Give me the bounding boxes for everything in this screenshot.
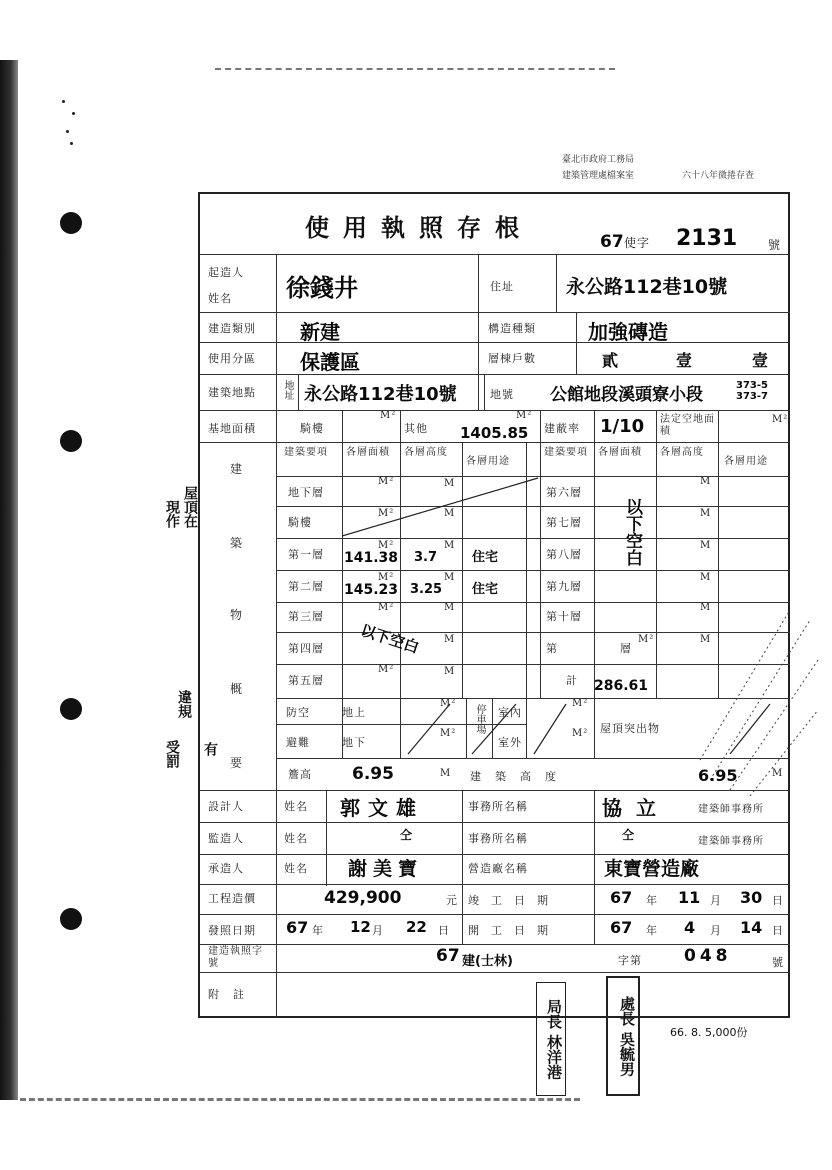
unit-m: M [772,768,784,779]
permit-suffix: 號 [768,238,782,252]
cost-unit: 元 [446,894,458,907]
contractor-label: 承造人 [208,862,244,875]
rule [656,410,657,442]
rule [200,374,790,375]
overview-char-4: 概 [230,682,244,696]
completion-date-label: 竣工日期 [468,894,560,907]
scan-speck [66,130,69,133]
floor-3-label: 第三層 [288,610,324,623]
scan-speck [62,100,65,103]
floor-2-label: 第二層 [288,580,324,593]
rule [540,410,541,442]
floor-10-label: 第十層 [546,610,582,623]
site-address-label: 地址 [282,380,293,400]
eave-height-label: 簷高 [288,768,312,781]
floor-n-label-2: 層 [620,642,632,655]
strike-line [400,698,526,758]
arcade-label: 騎樓 [300,422,324,435]
unit-m: M [444,666,456,677]
rule [718,410,719,442]
lower-blank-note: 以下空白 [358,621,422,657]
designer-name-label: 姓名 [284,800,308,813]
upper-blank-note: 以下空白 [622,498,642,566]
floor-2-height: 3.25 [410,582,443,597]
permit-year: 67 [600,232,624,252]
unit-m2: M² [440,728,457,739]
designer-office-value: 協立 [602,796,670,820]
archive-stamp-line-1: 臺北市政府工務局 [562,155,635,165]
unit-m2: M² [572,698,589,709]
punch-hole-icon [60,212,82,234]
scan-bottom-edge [20,1098,580,1101]
floors-units-label: 層棟戶數 [488,352,536,365]
unit-m: M [444,508,456,519]
start-month: 4 [684,918,696,937]
coverage-label: 建蔽率 [544,422,580,435]
margin-note-1: 屋頂在 [182,486,198,528]
punch-hole-icon [60,698,82,720]
remarks-label: 附註 [208,988,258,1001]
start-date-label: 開工日期 [468,924,560,937]
contractor-name-value: 謝美寶 [348,858,424,880]
unit-m: M [444,634,456,645]
items-header-right: 建築要項 [544,447,588,458]
height-header-right: 各層高度 [660,447,704,458]
basement-label: 地下層 [288,486,324,499]
rule [400,410,401,442]
scan-speck [72,112,75,115]
margin-note-4: 受罰 [164,740,180,768]
contractor-firm-label: 營造廠名稱 [468,862,528,875]
scan-speck [70,142,73,145]
issue-year: 67 [286,918,309,937]
supervisor-office-suffix: 建築師事務所 [698,836,764,847]
building-type-value: 新建 [300,320,340,344]
designer-name-value: 郭文雄 [340,796,424,820]
print-run-note: 66. 8. 5,000份 [670,1026,748,1039]
overview-char-5: 要 [230,756,244,770]
scan-spine-edge [0,60,18,1100]
use-header-left: 各層用途 [466,456,510,467]
floor-7-label: 第七層 [546,516,582,529]
address-label: 住址 [490,280,514,293]
start-day-unit: 日 [772,924,784,937]
margin-note-2: 現作 [164,500,180,528]
punch-hole-icon [60,908,82,930]
rule [326,790,327,886]
scan-top-edge [215,68,615,70]
margin-note-3: 違規 [176,690,192,718]
rule [200,884,790,885]
use-header-right: 各層用途 [724,456,768,467]
site-area-value: 1405.85 [460,424,529,442]
rule [200,410,790,411]
rule [478,254,479,312]
issue-year-unit: 年 [312,924,324,937]
building-height-value: 6.95 [698,766,738,785]
floors-value: 貳 [602,351,619,370]
unit-m2: M² [572,728,589,739]
designer-office-suffix: 建築師事務所 [698,804,764,815]
unit-m: M [444,572,456,583]
unit-m: M [444,478,456,489]
unit-m: M [444,540,456,551]
unit-m2: M² [378,476,395,487]
floor-n-label-1: 第 [546,642,558,655]
floor-1-label: 第一層 [288,548,324,561]
legal-area-label: 法定空地面積 [660,414,715,437]
director-seal: 局長 林洋港 [536,982,566,1096]
issue-day-unit: 日 [438,924,450,937]
chief-seal: 處長 吳毓男 [606,976,640,1096]
floor-1-area: 141.38 [344,550,399,566]
designer-label: 設計人 [208,800,244,813]
rule [200,442,790,443]
contractor-firm-value: 東寶營造廠 [604,858,700,880]
items-header-left: 建築要項 [284,447,328,458]
rule [298,374,299,410]
rule [200,972,790,973]
unit-m: M [700,476,712,487]
completion-year-unit: 年 [646,894,658,907]
supervisor-name-value: 仝 [400,828,413,842]
unit-m2: M² [638,634,655,645]
rule [478,312,479,410]
floor-2-use: 住宅 [472,582,499,597]
issue-day: 22 [406,918,427,936]
supervisor-office-label: 事務所名稱 [468,832,528,845]
rule [200,822,790,823]
rule [594,410,595,442]
unit-m: M [440,768,452,779]
rule [276,538,790,539]
unit-m: M [700,602,712,613]
punch-hole-icon [60,430,82,452]
rule [484,374,485,410]
permit-number: 2131 [676,226,738,251]
parking-label: 停車場 [474,704,485,734]
rule [540,442,541,698]
indoor-label: 室內 [498,706,522,719]
unit-m2: M² [378,572,395,583]
units-value: 壹 [752,351,769,370]
site-area-label: 基地面積 [208,422,256,435]
margin-note-5: 有 [202,742,218,756]
cost-label: 工程造價 [208,892,256,905]
construction-permit-number: 048 [684,946,732,966]
floor-9-label: 第九層 [546,580,582,593]
cost-value: 429,900 [324,888,402,908]
rule [200,312,790,313]
area-header-left: 各層面積 [346,447,390,458]
contractor-name-label: 姓名 [284,862,308,875]
building-type-label: 建造類別 [208,322,256,335]
buildings-value: 壹 [676,351,693,370]
issue-month: 12 [350,918,371,936]
rule [276,254,277,1018]
issue-date-label: 發照日期 [208,924,256,937]
rule [556,254,557,312]
legal-area-unit: M² [772,414,789,425]
unit-m: M [700,572,712,583]
construction-permit-label: 建造執照字號 [208,946,263,969]
rule [656,442,657,698]
site-lot-number: 373-5 373-7 [736,380,768,402]
overview-char-3: 物 [230,608,244,622]
unit-m2: M² [378,540,395,551]
floor-1-height: 3.7 [414,550,438,565]
rule [200,254,790,255]
overview-char-2: 築 [230,536,244,550]
builder-label: 起造人 [208,266,244,279]
rule [200,342,790,343]
floor-5-label: 第五層 [288,674,324,687]
floor-6-label: 第六層 [546,486,582,499]
unit-m2: M² [378,602,395,613]
coverage-value: 1/10 [600,416,645,437]
construction-permit-mid: 字第 [618,954,642,967]
site-lot-label: 地號 [490,388,514,401]
construction-permit-prefix: 建(士林) [462,954,513,969]
start-year: 67 [610,918,633,937]
rule [276,570,790,571]
completion-day: 30 [740,888,763,907]
rule [200,854,790,855]
rule [594,884,595,944]
structure-type-label: 構造種類 [488,322,536,335]
construction-permit-year: 67 [436,946,460,966]
completion-day-unit: 日 [772,894,784,907]
rule [200,914,790,915]
structure-type-value: 加強磚造 [588,320,668,344]
unit-m: M [444,602,456,613]
completion-month: 11 [678,888,701,907]
completion-year: 67 [610,888,633,907]
outdoor-label: 室外 [498,736,522,749]
site-area-unit: M² [516,410,533,421]
rule [576,312,577,374]
area-header-right: 各層面積 [598,447,642,458]
supervisor-label: 監造人 [208,832,244,845]
rule [594,790,595,886]
building-height-label: 建築高度 [470,770,570,783]
unit-m: M [700,508,712,519]
start-month-unit: 月 [710,924,722,937]
arcade-row-label: 騎樓 [288,516,312,529]
scan-noise [690,600,820,800]
arcade-unit: M² [380,410,397,421]
site-address-value: 永公路112巷10號 [304,384,457,405]
designer-office-label: 事務所名稱 [468,800,528,813]
supervisor-office-value: 仝 [622,828,635,842]
site-lot-value: 公館地段溪頭寮小段 [550,385,703,405]
floor-1-use: 住宅 [472,550,499,565]
unit-m2: M² [440,698,457,709]
eave-height-value: 6.95 [352,764,394,784]
floor-4-label: 第四層 [288,642,324,655]
strike-line [342,476,540,538]
total-label: 計 [566,674,578,687]
permit-prefix: 使字 [624,236,651,250]
supervisor-name-label: 姓名 [284,832,308,845]
start-year-unit: 年 [646,924,658,937]
height-header-left: 各層高度 [404,447,448,458]
site-location-label: 建築地點 [208,386,256,399]
form-title: 使用執照存根 [305,213,533,242]
floor-8-label: 第八層 [546,548,582,561]
zoning-value: 保護區 [300,350,360,374]
rule [594,442,595,698]
rule [462,790,463,886]
archive-stamp-line-3: 六十八年微捲存查 [682,171,755,181]
unit-m2: M² [378,664,395,675]
shelter-label: 避難 [286,736,310,749]
start-day: 14 [740,918,763,937]
rule [200,944,790,945]
unit-m: M [700,634,712,645]
other-label: 其他 [404,422,428,435]
unit-m2: M² [378,508,395,519]
below-ground-label: 地下 [342,736,366,749]
construction-permit-end: 號 [772,956,784,969]
air-raid-label: 防空 [286,706,310,719]
roof-label: 屋頂突出物 [600,722,660,735]
rule [462,884,463,944]
builder-name-label: 姓名 [208,292,232,305]
completion-month-unit: 月 [710,894,722,907]
unit-m: M [700,540,712,551]
zoning-label: 使用分區 [208,352,256,365]
total-area-value: 286.61 [594,678,649,694]
builder-name-value: 徐錢井 [286,274,358,302]
archive-stamp-line-2: 建築管理處檔案室 [562,171,635,181]
floor-2-area: 145.23 [344,582,399,598]
rule [342,410,343,442]
issue-month-unit: 月 [372,924,384,937]
overview-char-1: 建 [230,462,244,476]
above-ground-label: 地上 [342,706,366,719]
address-value: 永公路112巷10號 [566,276,728,298]
